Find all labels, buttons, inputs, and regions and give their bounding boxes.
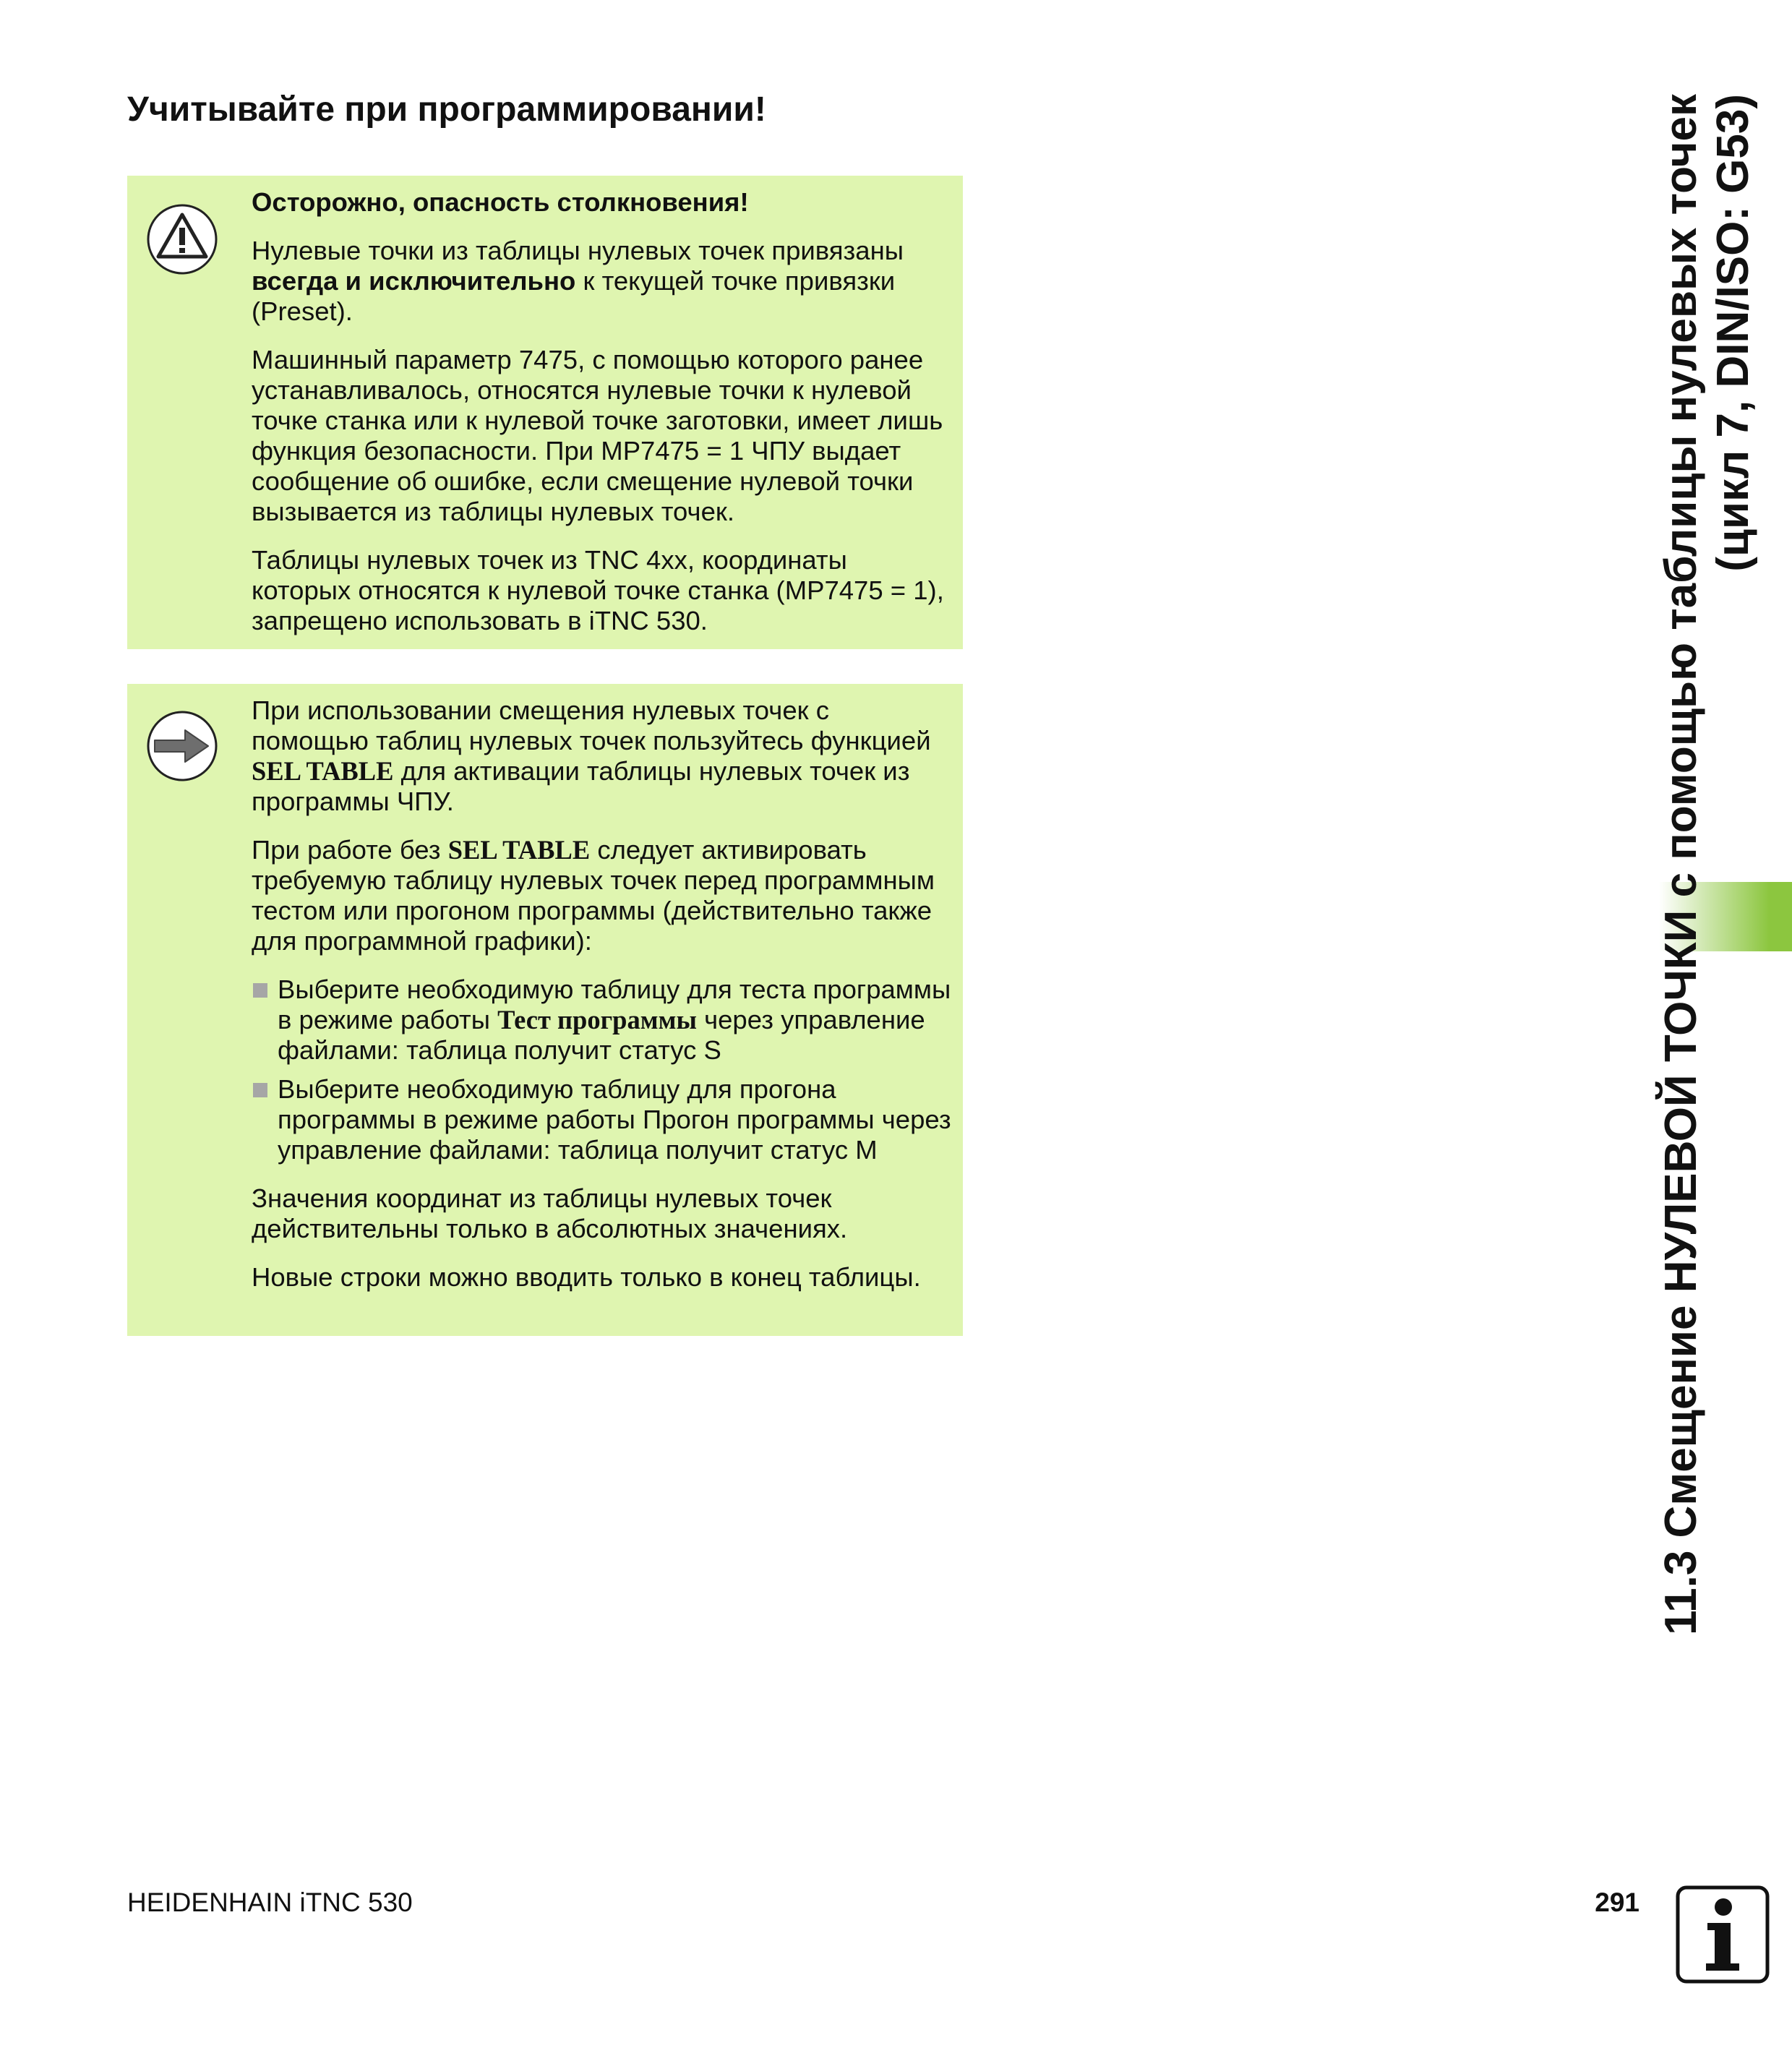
warning-paragraph-3: Таблицы нулевых точек из TNC 4xx, координаты которых относятся к нулевой точке станка (MP7475 = 1), запрещено использовать в iTNC 530.: [252, 545, 944, 635]
info-bullet-list: [252, 974, 951, 1165]
section-heading: Учитывайте при программировании!: [127, 90, 766, 129]
info-note-box: [127, 684, 963, 1336]
info-i-icon: [1676, 1885, 1770, 1984]
square-bullet-icon: [253, 983, 267, 998]
chapter-side-title: [1655, 94, 1759, 1757]
square-bullet-icon: [253, 1083, 267, 1097]
warning-title: Осторожно, опасность столкновения!: [252, 187, 749, 217]
list-item: Выберите необходимую таблицу для прогона программы в режиме работы Прогон программы через управление файлами: таблица получит статус M: [252, 1074, 951, 1165]
warning-triangle-icon: [145, 202, 220, 277]
list-item: Выберите необходимую таблицу для теста программы в режиме работы Тест программы через управление файлами: таблица получит статус S: [252, 974, 951, 1066]
footer-product-name: HEIDENHAIN iTNC 530: [127, 1888, 413, 1917]
warning-paragraph-1: Нулевые точки из таблицы нулевых точек привязаны всегда и исключительно к текущей точке привязки (Preset).: [252, 236, 904, 326]
info-paragraph-4: Новые строки можно вводить только в конец таблицы.: [252, 1262, 921, 1292]
side-title-line-1: 11.3 Смещение НУЛЕВОЙ ТОЧКИ с помощью таблицы нулевых точек: [1656, 94, 1706, 1635]
page-number: 291: [1595, 1888, 1639, 1917]
info-paragraph-1: При использовании смещения нулевых точек с помощью таблиц нулевых точек пользуйтесь функцией SEL TABLE для активации таблицы нулевых точек из программы ЧПУ.: [252, 695, 931, 816]
side-title-line-2: (цикл 7, DIN/ISO: G53): [1708, 94, 1758, 572]
warning-paragraph-2: Машинный параметр 7475, с помощью которого ранее устанавливалось, относятся нулевые точки к нулевой точке станка или к нулевой точке заготовки, имеет лишь функция безопасности. При MP7475 = 1 ЧПУ выдает сообщение об ошибке, если смещение нулевой точки вызывается из таблицы нулевых точек.: [252, 345, 943, 526]
info-paragraph-2: При работе без SEL TABLE следует активировать требуемую таблицу нулевых точек перед программным тестом или прогоном программы (действительно также для программной графики):: [252, 835, 935, 956]
info-paragraph-3: Значения координат из таблицы нулевых точек действительны только в абсолютных значениях.: [252, 1183, 848, 1243]
warning-note-box: [127, 176, 963, 649]
arrow-right-icon: [145, 708, 220, 784]
